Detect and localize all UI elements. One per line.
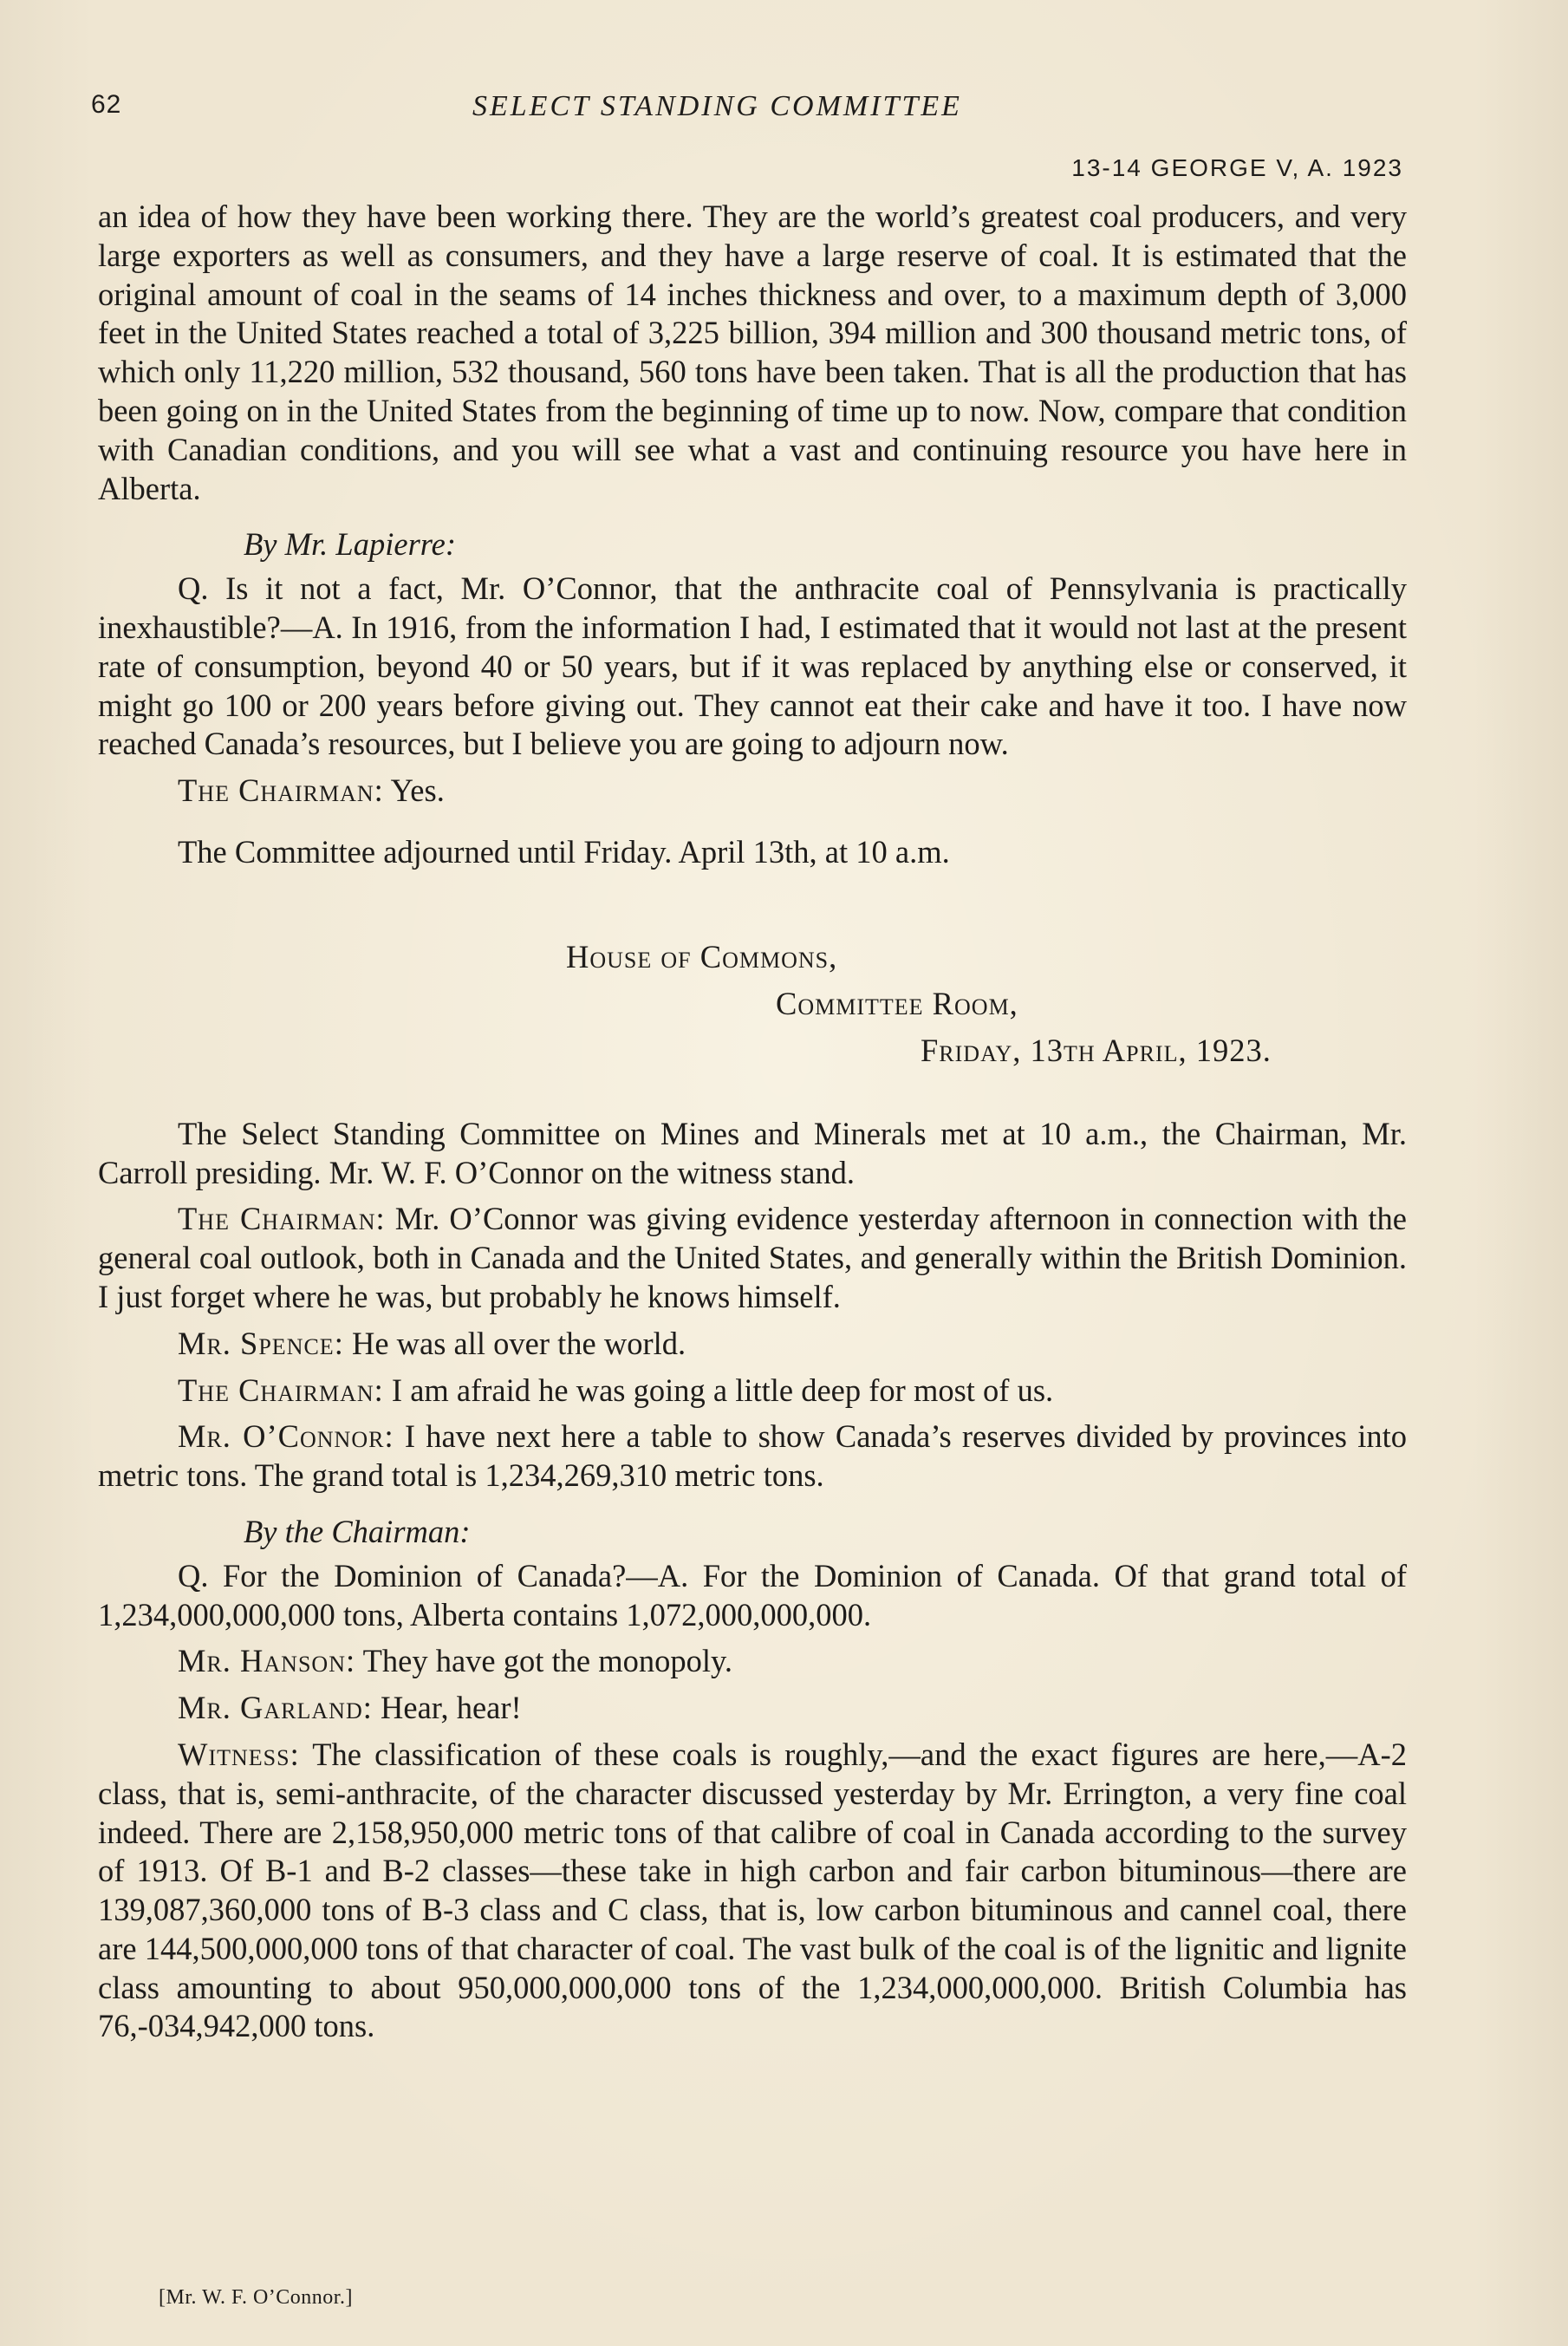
question-dominion: Q. For the Dominion of Canada?—A. For the Dominion of Canada. Of that grand total of 1,234,000,000,000 tons, Alberta contains 1,072,000,000,000. <box>98 1557 1407 1632</box>
session-heading <box>98 938 1407 1094</box>
chairman-evidence <box>98 1200 1407 1316</box>
speech-text: Mr. O’Connor was giving evidence yesterday afternoon in connection with the general coal outlook, both in Canada and the United States, and generally within the British Dominion. I just forget where he was, but probably he knows himself. <box>98 1201 1408 1314</box>
speech-text: The classification of these coals is roughly,—and the exact figures are here,—A-2 class, that is, semi-anthracite, of the character discussed yesterday by Mr. Errington, a very fine coal indeed. There are 2,158,950,000 metric tons of that calibre of coal in Canada according to the survey of 1913. Of B-1 and B-2 classes—these take in high carbon and fair carbon bituminous—there are 139,087,360,000 tons of B-3 class and C class, that is, low carbon bituminous and cannel coal, there are 144,500,000,000 tons of that character of coal. The vast bulk of the coal is of the lignitic and lignite class amounting to about 950,000,000,000 tons of the 1,234,000,000,000. British Columbia has 76,-034,942,000 tons. <box>98 1736 1407 2044</box>
meeting-opening: The Select Standing Committee on Mines and Minerals met at 10 a.m., the Chairman, Mr. Carroll presiding. Mr. W. F. O’Connor on the witness stand. <box>98 1115 1407 1190</box>
speech-text: I have next here a table to show Canada’s reserves divided by provinces into metric tons. The grand total is 1,234,269,310 metric tons. <box>98 1418 1408 1494</box>
speaker-label: Mr. Hanson: <box>178 1643 356 1679</box>
speaker-label: Mr. Garland: <box>178 1690 373 1726</box>
garland-remark <box>98 1689 1407 1728</box>
heading-house-of-commons: House of Commons, <box>566 938 838 974</box>
session-reference: 13-14 GEORGE V, A. 1923 <box>1071 154 1403 181</box>
document-body <box>98 198 1407 2046</box>
speech-text: They have got the monopoly. <box>362 1643 733 1679</box>
witness-classification <box>98 1736 1407 2046</box>
heading-committee-room: Committee Room, <box>776 985 1018 1021</box>
oconnor-table <box>98 1417 1407 1496</box>
heading-date: Friday, 13th April, 1923. <box>921 1032 1272 1068</box>
speaker-label: The Chairman: <box>178 772 384 809</box>
speaker-label: The Chairman: <box>178 1372 384 1408</box>
speaker-label: Witness: <box>178 1736 300 1772</box>
speech-text: Hear, hear! <box>381 1690 522 1726</box>
chairman-yes <box>98 772 1407 811</box>
question-anthracite: Q. Is it not a fact, Mr. O’Connor, that the anthracite coal of Pennsylvania is practically inexhaustible?—A. In 1916, from the information I had, I estimated that it would not last at the present rate of consumption, beyond 40 or 50 years, but if it was replaced by anything else or conserved, it might go 100 or 200 years before giving out. They cannot eat their cake and have it too. I have now reached Canada’s resources, but I believe you are going to adjourn now. <box>98 570 1407 762</box>
running-title: SELECT STANDING COMMITTEE <box>472 90 962 122</box>
adjournment-note: The Committee adjourned until Friday. April 13th, at 10 a.m. <box>178 833 950 870</box>
spence-remark <box>98 1325 1407 1364</box>
hanson-remark <box>98 1642 1407 1681</box>
speech-text: He was all over the world. <box>351 1325 686 1361</box>
paragraph-us-coal-reserves: an idea of how they have been working there. They are the world’s greatest coal producers, and very large exporters as well as consumers, and they have a large reserve of coal. It is estimated that the original amount of coal in the seams of 14 inches thickness and over, to a maximum depth of 3,000 feet in the United States reached a total of 3,225 billion, 394 million and 300 thousand metric tons, of which only 11,220 million, 532 thousand, 560 tons have been taken. That is all the production that has been going on in the United States from the beginning of time up to now. Now, compare that condition with Canadian conditions, and you will see what a vast and continuing resource you have here in Alberta. <box>98 199 1407 506</box>
speech-text: I am afraid he was going a little deep for most of us. <box>391 1372 1054 1408</box>
page-number: 62 <box>91 90 122 119</box>
speaker-label: Mr. Spence: <box>178 1325 344 1361</box>
byline-lapierre: By Mr. Lapierre: <box>244 526 456 563</box>
speech-text: Yes. <box>390 772 445 809</box>
page-header <box>91 90 1409 139</box>
byline-chairman: By the Chairman: <box>244 1513 471 1549</box>
footer-witness-name: [Mr. W. F. O’Connor.] <box>159 2286 353 2309</box>
speaker-label: The Chairman: <box>178 1201 386 1237</box>
chairman-deep <box>98 1372 1407 1411</box>
speaker-label: Mr. O’Connor: <box>178 1418 394 1455</box>
